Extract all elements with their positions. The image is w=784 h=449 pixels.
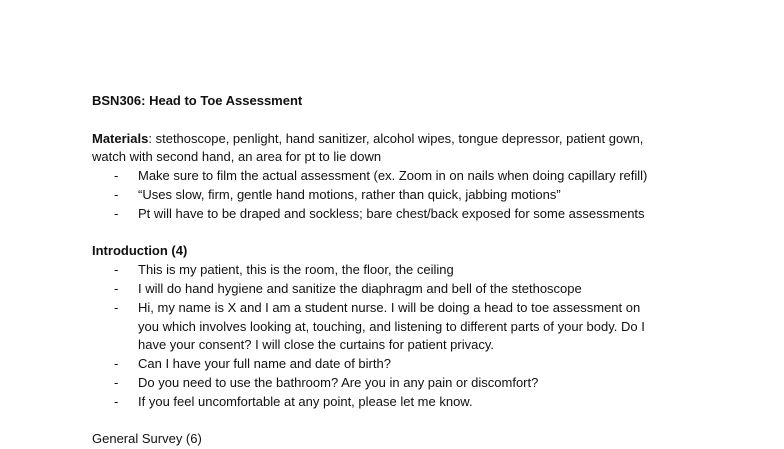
general-survey-heading: General Survey (6) (92, 431, 202, 447)
list-item (92, 355, 712, 374)
bullet-dash: - (114, 262, 119, 278)
list-item (92, 299, 712, 355)
list-item-text: Do you need to use the bathroom? Are you in any pain or discomfort? (138, 374, 539, 390)
bullet-dash: - (114, 299, 119, 315)
list-item-text: I will do hand hygiene and sanitize the diaphragm and bell of the stethoscope (138, 280, 582, 296)
document-page (92, 92, 712, 449)
introduction-heading: Introduction (4) (92, 243, 188, 259)
list-item-text: If you feel uncomfortable at any point, please let me know. (138, 393, 473, 409)
materials-text: : stethoscope, penlight, hand sanitizer, alcohol wipes, tongue depressor, patient gown, (148, 130, 644, 146)
list-item-text-continued: you which involves looking at, touching, and listening to different parts of your body. Do I (138, 318, 645, 334)
list-item (92, 393, 712, 412)
list-item-text: Pt will have to be draped and sockless; bare chest/back exposed for some assessments (138, 205, 645, 221)
materials-paragraph (92, 130, 712, 149)
bullet-dash: - (114, 186, 119, 202)
materials-label: Materials (92, 130, 149, 146)
list-item-text: Hi, my name is X and I am a student nurse. I will be doing a head to toe assessment on (138, 299, 641, 315)
introduction-bullet-list (92, 261, 712, 411)
bullet-dash: - (114, 393, 119, 409)
list-item (92, 205, 712, 224)
bullet-dash: - (114, 374, 119, 390)
document-title: BSN306: Head to Toe Assessment (92, 93, 303, 108)
materials-bullet-list (92, 167, 712, 223)
list-item-text: Make sure to film the actual assessment (ex. Zoom in on nails when doing capillary refill) (138, 168, 648, 184)
list-item-text: “Uses slow, firm, gentle hand motions, rather than quick, jabbing motions” (138, 186, 561, 202)
bullet-dash: - (114, 168, 119, 184)
bullet-dash: - (114, 205, 119, 221)
list-item (92, 261, 712, 280)
list-item-text: This is my patient, this is the room, the floor, the ceiling (138, 262, 454, 278)
list-item (92, 186, 712, 205)
list-item-text-continued: have your consent? I will close the curtains for patient privacy. (138, 337, 494, 353)
materials-text-continued: watch with second hand, an area for pt to lie down (92, 149, 382, 165)
list-item (92, 374, 712, 393)
bullet-dash: - (114, 280, 119, 296)
list-item-text: Can I have your full name and date of birth? (138, 356, 391, 372)
list-item (92, 280, 712, 299)
bullet-dash: - (114, 356, 119, 372)
list-item (92, 167, 712, 186)
